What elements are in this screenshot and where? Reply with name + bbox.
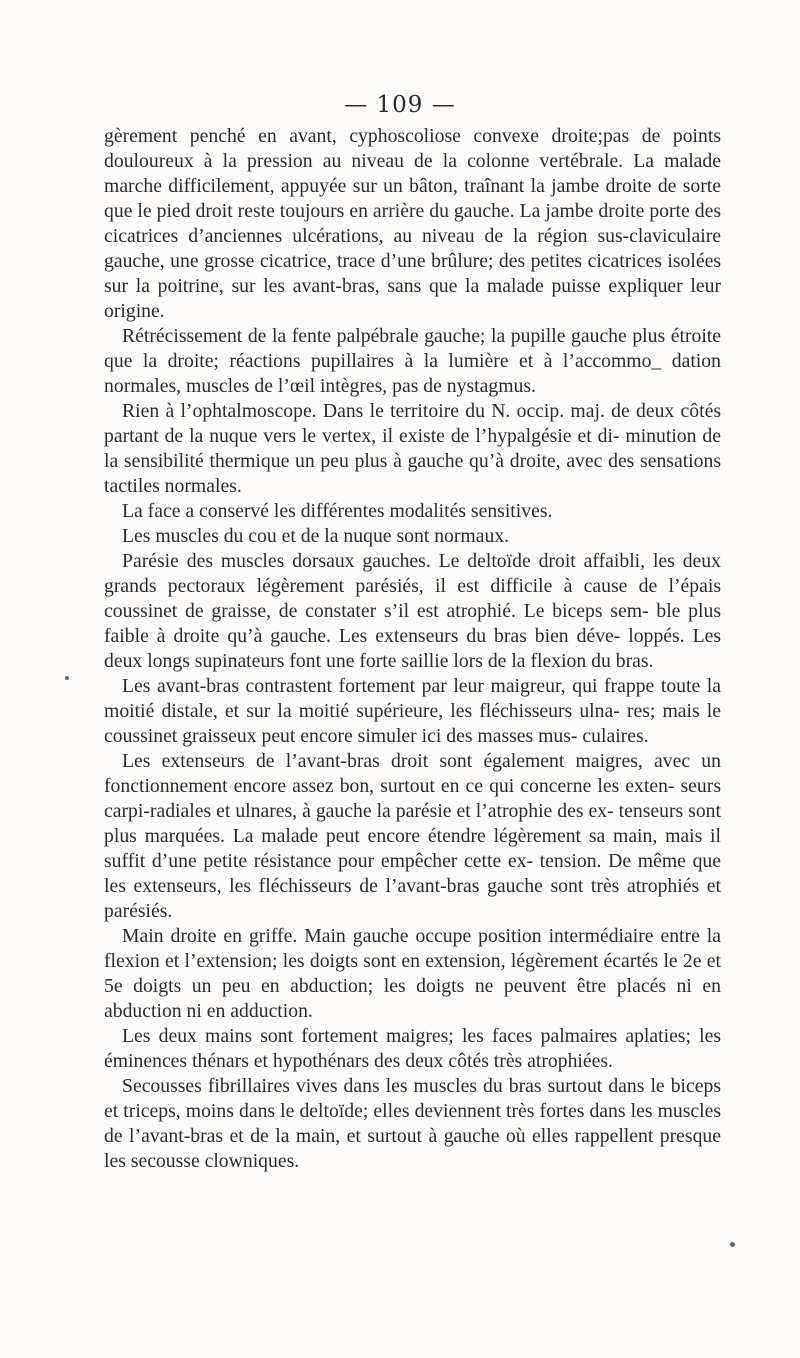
paragraph-dorsal-paresis: Parésie des muscles dorsaux gauches. Le deltoïde droit affaibli, les deux grands pectoraux légèrement parésiés, il est difficile à cause de l’épais coussinet de graisse, de constater s’il est atrophié. Le biceps sem- ble plus faible à droite qu’à gauche. Les extenseurs du bras bien déve- loppés. Les deux longs supinateurs font une forte saillie lors de la flexion du bras. <box>104 550 721 672</box>
paragraph-patient-posture: gèrement penché en avant, cyphoscoliose convexe droite;pas de points douloureux à la pression au niveau de la colonne vertébrale. La malade marche difficilement, appuyée sur un bâton, traînant la jambe droite de sorte que le pied droit reste toujours en arrière du gauche. La jambe droite porte des cicatrices d’anciennes ulcérations, au niveau de la région sus-claviculaire gauche, une grosse cicatrice, trace d’une brûlure; des petites cicatrices isolées sur la poitrine, sur les avant-bras, sans que la malade puisse expliquer leur origine. <box>104 125 721 322</box>
paragraph-hands-position: Main droite en griffe. Main gauche occupe position intermédiaire entre la flexion et l’extension; les doigts sont en extension, légèrement écartés le 2e et 5e doigts un peu en abduction; les doigts ne peuvent être placés ni en abduction ni en adduction. <box>104 925 721 1022</box>
margin-dot-mark <box>65 676 69 680</box>
page-body-text <box>104 124 721 1174</box>
paragraph-face-sensation: La face a conservé les différentes modalités sensitives. <box>122 500 553 522</box>
paragraph-extensors: Les extenseurs de l’avant-bras droit sont également maigres, avec un fonctionnement encore assez bon, surtout en ce qui concerne les exten- seurs carpi-radiales et ulnares, à gauche la parésie et l’atrophie des ex- tenseurs sont plus marquées. La malade peut encore étendre légèrement sa main, mais il suffit d’une petite résistance pour empêcher cette ex- tension. De même que les extenseurs, les fléchisseurs de l’avant-bras gauche sont très atrophiés et parésiés. <box>104 750 721 922</box>
paragraph-hands-atrophy: Les deux mains sont fortement maigres; les faces palmaires aplaties; les éminences thénars et hypothénars des deux côtés très atrophiées. <box>104 1025 721 1072</box>
paragraph-neck-muscles: Les muscles du cou et de la nuque sont normaux. <box>122 525 510 547</box>
page-number: — 109 — <box>344 92 456 118</box>
paragraph-forearms: Les avant-bras contrastent fortement par leur maigreur, qui frappe toute la moitié distale, et sur la moitié supérieure, les fléchisseurs ulna- res; mais le coussinet graisseux peut encore simuler ici des masses mus- culaires. <box>104 675 721 747</box>
bottom-dot-mark <box>730 1242 735 1247</box>
paragraph-fibrillations: Secousses fibrillaires vives dans les muscles du bras surtout dans le biceps et triceps, moins dans le deltoïde; elles deviennent très fortes dans les muscles de l’avant-bras et de la main, et surtout à gauche où elles rappellent presque les secousse clowniques. <box>104 1075 721 1172</box>
paragraph-sensory-findings: Rien à l’ophtalmoscope. Dans le territoire du N. occip. maj. de deux côtés partant de la nuque vers le vertex, il existe de l’hypalgésie et di- minution de la sensibilité thermique un peu plus à gauche qu’à droite, avec des sensations tactiles normales. <box>104 400 721 497</box>
paragraph-eye-findings: Rétrécissement de la fente palpébrale gauche; la pupille gauche plus étroite que la droite; réactions pupillaires à la lumière et à l’accommo_ dation normales, muscles de l’œil intègres, pas de nystagmus. <box>104 325 721 397</box>
